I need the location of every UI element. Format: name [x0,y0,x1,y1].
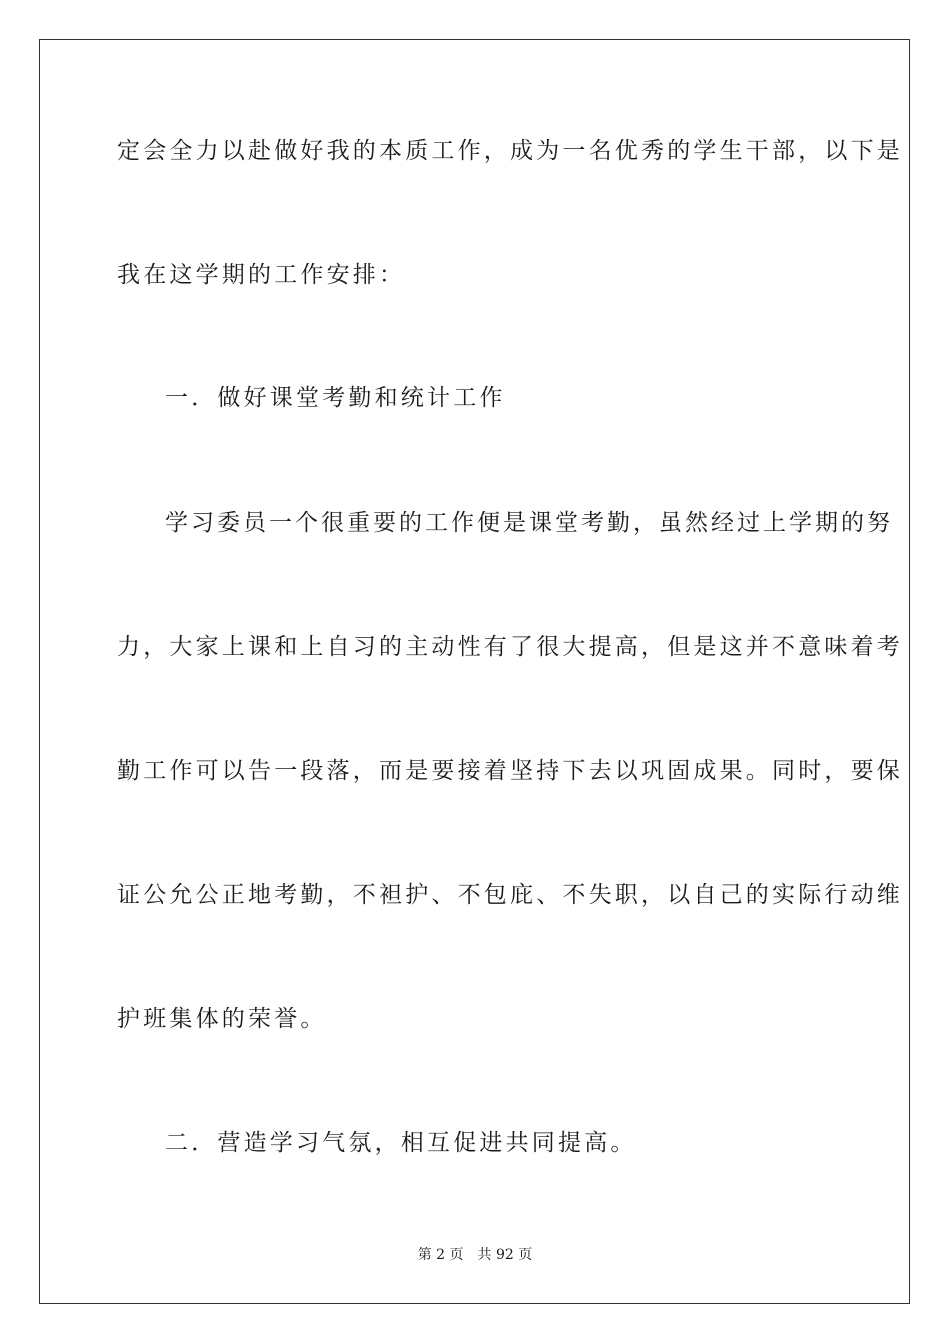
body-text-line: 学习委员一个很重要的工作便是课堂考勤，虽然经过上学期的努 [165,510,893,536]
page-border [39,39,910,1304]
body-text-line: 勤工作可以告一段落，而是要接着坚持下去以巩固成果。同时，要保 [117,758,903,784]
page-number-footer: 第 2 页 共 92 页 [417,1247,533,1263]
body-text-line: 定会全力以赴做好我的本质工作，成为一名优秀的学生干部，以下是 [117,138,903,164]
body-text-line: 我在这学期的工作安排： [117,262,406,288]
body-text-line: 证公允公正地考勤，不袒护、不包庇、不失职，以自己的实际行动维 [117,882,903,908]
body-text-line: 力，大家上课和上自习的主动性有了很大提高，但是这并不意味着考 [117,634,903,660]
section-heading-1: 一．做好课堂考勤和统计工作 [165,385,506,411]
body-text-line: 护班集体的荣誉。 [117,1006,327,1032]
section-heading-2: 二．营造学习气氛，相互促进共同提高。 [165,1130,637,1156]
